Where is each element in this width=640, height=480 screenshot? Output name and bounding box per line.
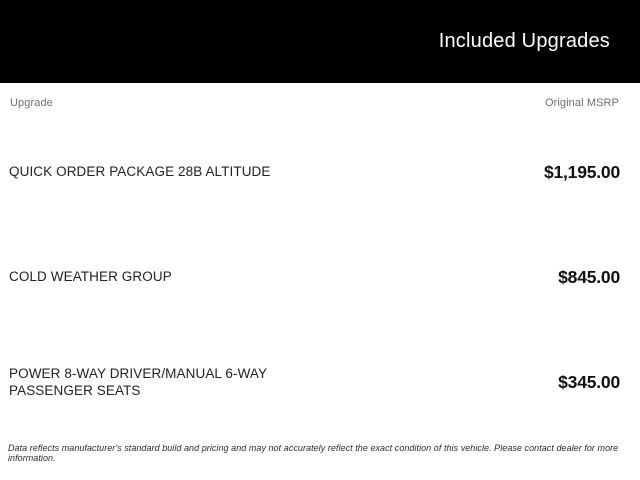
upgrade-price: $345.00 — [558, 372, 620, 392]
upgrade-name: QUICK ORDER PACKAGE 28B ALTITUDE — [9, 164, 271, 180]
column-header-upgrade: Upgrade — [10, 97, 53, 109]
table-row — [0, 120, 640, 225]
upgrade-name: COLD WEATHER GROUP — [9, 269, 172, 285]
column-header-row — [0, 83, 640, 120]
page-title: Included Upgrades — [438, 30, 610, 52]
upgrade-price: $1,195.00 — [543, 162, 620, 182]
upgrade-name: POWER 8-WAY DRIVER/MANUAL 6-WAY PASSENGER SEATS — [9, 366, 267, 398]
header-bar — [0, 0, 640, 83]
table-row — [0, 330, 640, 435]
table-row — [0, 225, 640, 330]
upgrade-price: $845.00 — [558, 267, 620, 287]
column-header-msrp: Original MSRP — [544, 97, 619, 109]
disclaimer-text: Data reflects manufacturer's standard build and pricing and may not accurately reflect the exact condition of this vehicle. Please contact dealer for more information. — [8, 443, 619, 463]
upgrades-table — [0, 120, 640, 435]
